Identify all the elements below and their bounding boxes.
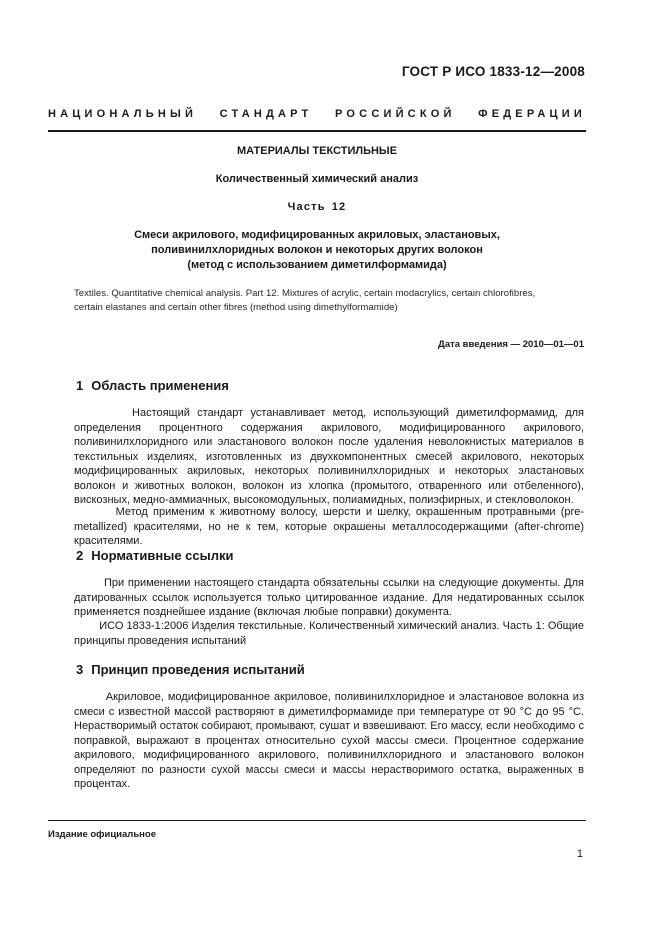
section-paragraph: Акриловое, модифицированное акриловое, поливинилхлоридное и эластановое волокна из смеси с известной массой растворяют в диметилформамиде при температуре от 90 °С до 95 °С. Нерастворимый остаток собирают, промывают, сушат и взвешивают. Его массу, если необходимо с поправкой, выражают в процентах относительно сухой массы смеси. Процентное содержание акрилового, модифицированного акрилового, поливинилхлоридного и эластанового волокон определяют по разности сухой массы смеси и массы нерастворимого остатка, выраженных в процентах. [74, 691, 584, 790]
section-title: Нормативные ссылки [91, 548, 234, 563]
page-number: 1 [576, 848, 583, 860]
part-word: Часть [287, 201, 326, 213]
title-description-line: Смеси акрилового, модифицированных акриловых, эластановых, [134, 229, 500, 241]
title-description-line: (метод с использованием диметилформамида) [187, 259, 447, 271]
footer-rule [48, 820, 586, 821]
english-title [74, 287, 584, 315]
title-description-line: поливинилхлоридных волокон и некоторых других волокон [151, 244, 483, 256]
part-label [48, 201, 586, 213]
section-title: Принцип проведения испытаний [91, 662, 305, 677]
section-number: 3 [76, 662, 84, 677]
section-number: 1 [76, 378, 84, 393]
page-subtitle: Количественный химический анализ [215, 173, 419, 185]
document-code: ГОСТ Р ИСО 1833-12—2008 [401, 64, 585, 79]
title-description [48, 228, 586, 273]
national-standard-banner: НАЦИОНАЛЬНЫЙ СТАНДАРТ РОССИЙСКОЙ ФЕДЕРАЦИИ [48, 108, 586, 120]
section-paragraph: ИСО 1833-1:2006 Изделия текстильные. Количественный химический анализ. Часть 1: Общие принципы проведения испытаний [74, 620, 584, 647]
introduction-date: Дата введения — 2010—01—01 [438, 339, 584, 350]
section-number: 2 [76, 548, 84, 563]
english-title-line: certain elastanes and certain other fibres (method using dimethylformamide) [74, 302, 398, 313]
english-title-line: Textiles. Quantitative chemical analysis. Part 12. Mixtures of acrylic, certain modacrylics, certain chlorofibres, [74, 288, 536, 299]
section-heading-references [76, 548, 233, 563]
part-number: 12 [331, 201, 347, 213]
section-heading-principle [76, 662, 305, 677]
section-paragraph: При применении настоящего стандарта обязательны ссылки на следующие документы. Для датированных ссылок используется только цитированное издание. Для недатированных ссылок применяется позднейшее издание (включая любые поправки) документа. [74, 577, 584, 618]
section-heading-scope [76, 378, 229, 393]
official-edition-label: Издание официальное [48, 829, 156, 840]
section-paragraph: Метод применим к животному волосу, шерсти и шелку, окрашенным протравными (pre-metallized) красителями, но не к тем, которые окрашены металлосодержащими (after-chrome) красителями. [74, 506, 584, 547]
section-title: Область применения [91, 378, 229, 393]
section-paragraph: Настоящий стандарт устанавливает метод, использующий диметилформамид, для определения процентного содержания акрилового, модифицированного акрилового, поливинилхлоридного или эластанового волокон после удаления неволокнистых материалов в текстильных изделиях, изготовленных из двухкомпонентных смесей акрилового, некоторых модифицированных акриловых, некоторых поливинилхлоридных и некоторых эластановых волокон и животных волокон, волокон из хлопка (промытого, отваренного или отбеленного), вискозных, медно-аммиачных, высокомодульных, полиамидных, полиэфирных, и стекловолокон. [74, 407, 584, 506]
header-rule [48, 130, 586, 132]
page-title: МАТЕРИАЛЫ ТЕКСТИЛЬНЫЕ [236, 145, 398, 157]
